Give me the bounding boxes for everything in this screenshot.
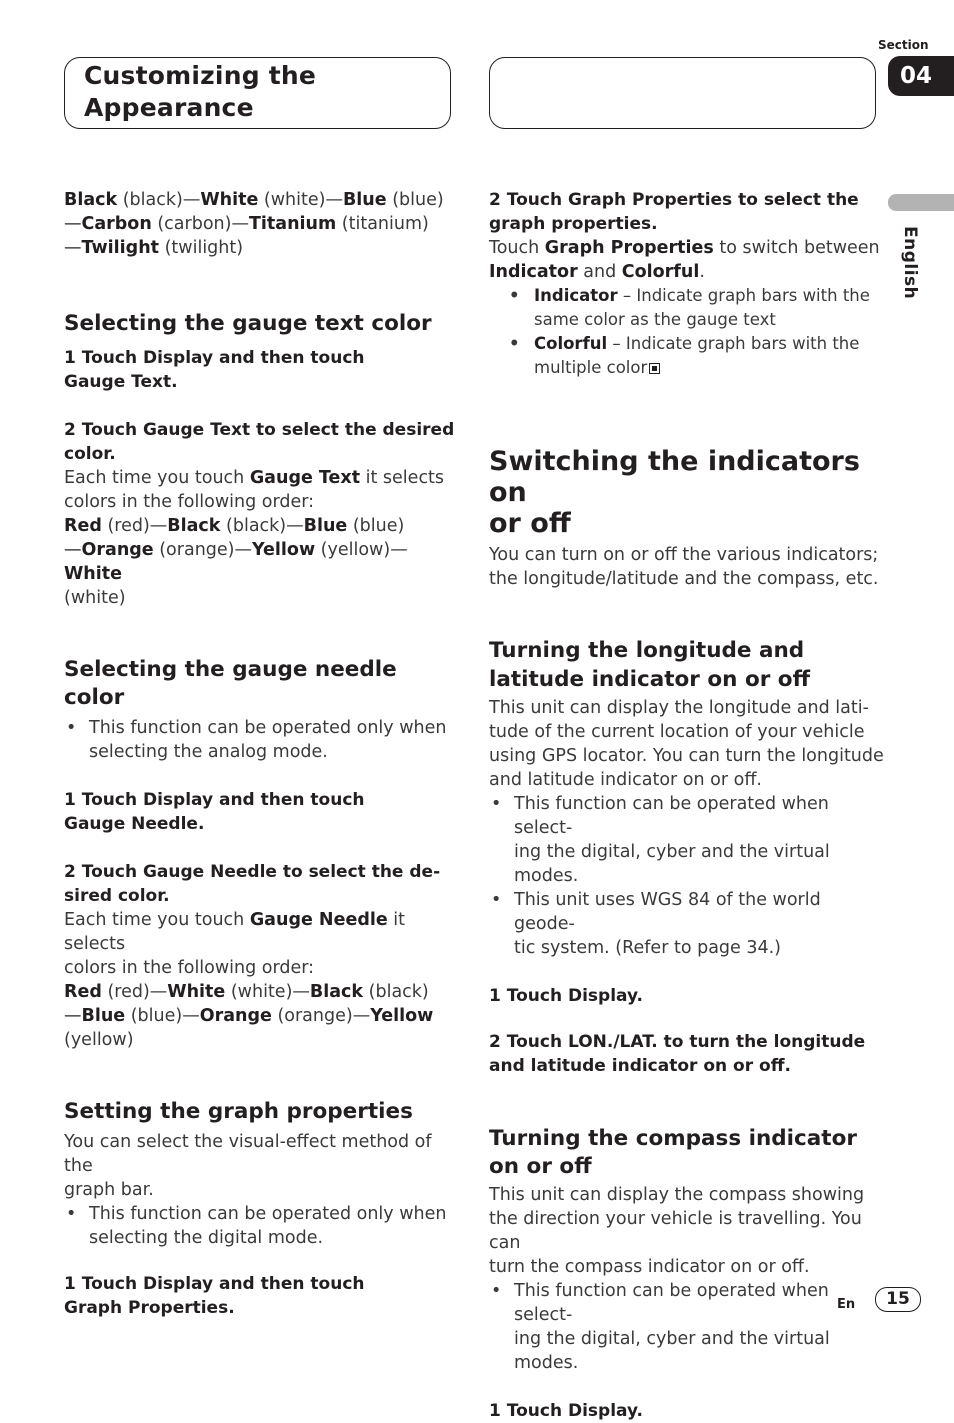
body-text: You can turn on or off the various indicators; <box>489 545 879 565</box>
body-bold: Colorful <box>621 262 700 282</box>
body-bold: Indicator <box>489 262 578 282</box>
color-white-label: (white)— <box>225 982 310 1002</box>
body-text: the longitude/latitude and the compass, etc. <box>489 569 879 589</box>
heading-graph-properties: Setting the graph properties <box>64 1099 413 1124</box>
bullet-text: This function can be operated only when <box>89 718 447 738</box>
body-text: Each time you touch <box>64 468 250 488</box>
body-text: colors in the following order: <box>64 492 315 512</box>
graph-step2 <box>489 188 884 236</box>
color-yellow: Yellow <box>370 1006 434 1026</box>
gauge-text-body <box>64 466 459 514</box>
step-line: Gauge Text. <box>64 372 178 392</box>
heading-compass-indicator <box>489 1125 884 1181</box>
step-line: Gauge Needle. <box>64 814 205 834</box>
compass-step1: 1 Touch Display. <box>489 1401 643 1421</box>
page-title <box>84 60 316 124</box>
step-line: sired color. <box>64 886 170 906</box>
body-text: tude of the current location of your vehicle <box>489 722 865 742</box>
dash: — <box>64 214 82 234</box>
body-text: graph bar. <box>64 1180 154 1200</box>
header-empty-frame <box>489 57 876 129</box>
lonlat-body <box>489 696 884 792</box>
color-black-label: (black)— <box>220 516 304 536</box>
body-text: and latitude indicator on or off. <box>489 770 762 790</box>
heading-line: Turning the compass indicator <box>489 1126 857 1151</box>
body-text: using GPS locator. You can turn the longitude <box>489 746 884 766</box>
page-title-line2: Appearance <box>84 93 254 122</box>
step-line: 1 Touch Display and then touch <box>64 790 365 810</box>
body-text: turn the compass indicator on or off. <box>489 1257 810 1277</box>
step-line: graph properties. <box>489 214 658 234</box>
bullet-text: ing the digital, cyber and the virtual modes. <box>514 842 830 886</box>
body-text: This unit can display the longitude and lati- <box>489 698 869 718</box>
color-blue: Blue <box>342 190 387 210</box>
color-blue: Blue <box>303 516 348 536</box>
step-line: 2 Touch Graph Properties to select the <box>489 190 859 210</box>
color-red-label: (red)— <box>101 516 168 536</box>
gauge-needle-bullet <box>64 716 459 764</box>
lonlat-step2 <box>489 1030 884 1078</box>
body-text: the direction your vehicle is travelling. You can <box>489 1209 862 1253</box>
bullet-text: This function can be operated when select- <box>514 1281 829 1325</box>
color-white-label: (white) <box>64 588 126 608</box>
left-column <box>64 188 459 1320</box>
gauge-text-step2 <box>64 418 459 466</box>
body-text: Each time you touch <box>64 910 250 930</box>
color-yellow: Yellow <box>251 540 316 560</box>
color-yellow-label: (yellow)— <box>315 540 408 560</box>
dash: — <box>64 1006 82 1026</box>
body-text: it selects <box>360 468 445 488</box>
colorful-desc: – Indicate graph bars with the <box>607 334 860 353</box>
indicator-desc: – Indicate graph bars with the <box>617 286 870 305</box>
section-number-badge: 04 <box>888 56 954 96</box>
language-tab <box>888 194 954 211</box>
color-orange-label: (orange)— <box>271 1006 371 1026</box>
colorful-option <box>489 332 884 380</box>
body-text: . <box>699 262 705 282</box>
section-label: Section <box>878 38 929 52</box>
gauge-needle-body <box>64 908 459 980</box>
gauge-needle-step2 <box>64 860 459 908</box>
graph-step2-body <box>489 236 884 284</box>
body-text: You can select the visual-effect method of the <box>64 1132 432 1176</box>
color-titanium: Titanium <box>248 214 337 234</box>
gauge-text-step1 <box>64 346 459 394</box>
color-twilight-label: (twilight) <box>159 238 244 258</box>
bullet-text: This function can be operated only when <box>89 1204 447 1224</box>
step-line: color. <box>64 444 116 464</box>
colorful-desc: multiple color <box>534 358 648 377</box>
bullet-text: tic system. (Refer to page 34.) <box>514 938 782 958</box>
color-yellow-label: (yellow) <box>64 1030 134 1050</box>
color-black: Black <box>64 190 118 210</box>
color-orange: Orange <box>199 1006 272 1026</box>
step-line: 2 Touch Gauge Text to select the desired <box>64 420 455 440</box>
body-bold: Graph Properties <box>544 238 714 258</box>
lonlat-step1: 1 Touch Display. <box>489 986 643 1006</box>
body-text: and <box>577 262 622 282</box>
step-line: 1 Touch Display and then touch <box>64 1274 365 1294</box>
lonlat-bullet-2 <box>489 888 884 960</box>
color-white: White <box>64 564 122 584</box>
gauge-text-color-order <box>64 514 459 610</box>
heading-line: latitude indicator on or off <box>489 667 810 692</box>
gauge-needle-color-order <box>64 980 459 1052</box>
body-text: Touch <box>489 238 545 258</box>
color-orange: Orange <box>81 540 154 560</box>
heading-gauge-needle-color: Selecting the gauge needle color <box>64 657 397 710</box>
color-twilight: Twilight <box>81 238 160 258</box>
color-red: Red <box>64 516 102 536</box>
color-white: White <box>200 190 259 210</box>
color-black: Black <box>309 982 364 1002</box>
color-white: White <box>167 982 226 1002</box>
heading-line: Switching the indicators on <box>489 446 860 508</box>
page-title-line1: Customizing the <box>84 61 316 90</box>
body-text: it selects <box>64 910 406 954</box>
color-black: Black <box>167 516 221 536</box>
indicator-desc: same color as the gauge text <box>534 310 776 329</box>
heading-line: on or off <box>489 1154 592 1179</box>
body-bold: Gauge Needle <box>249 910 388 930</box>
color-red: Red <box>64 982 102 1002</box>
end-mark-icon <box>649 363 660 374</box>
color-order-intro <box>64 188 459 260</box>
lonlat-bullet-1 <box>489 792 884 888</box>
page-number: 15 <box>875 1287 921 1312</box>
step-line: 2 Touch Gauge Needle to select the de- <box>64 862 441 882</box>
color-black-label: (black)— <box>117 190 201 210</box>
graph-step1 <box>64 1272 459 1320</box>
step-line: 1 Touch Display and then touch <box>64 348 365 368</box>
dash: — <box>64 540 82 560</box>
heading-lonlat-indicator <box>489 636 884 694</box>
color-orange-label: (orange)— <box>153 540 252 560</box>
heading-gauge-text-color: Selecting the gauge text color <box>64 311 432 336</box>
graph-bullet <box>64 1202 459 1250</box>
body-text: This unit can display the compass showing <box>489 1185 865 1205</box>
body-text: colors in the following order: <box>64 958 315 978</box>
heading-line: Turning the longitude and <box>489 638 805 663</box>
switching-body <box>489 543 884 591</box>
colorful-label: Colorful <box>534 334 608 353</box>
color-white-label: (white)— <box>258 190 343 210</box>
compass-body <box>489 1183 884 1279</box>
dash: — <box>64 238 82 258</box>
bullet-text: ing the digital, cyber and the virtual modes. <box>514 1329 830 1373</box>
color-blue: Blue <box>81 1006 126 1026</box>
color-blue-label: (blue) <box>386 190 444 210</box>
indicator-label: Indicator <box>534 286 618 305</box>
indicator-option <box>489 284 884 332</box>
step-line: and latitude indicator on or off. <box>489 1056 791 1076</box>
footer-language: En <box>837 1297 856 1312</box>
step-line: Graph Properties. <box>64 1298 235 1318</box>
right-column <box>489 188 884 1423</box>
language-label: English <box>900 226 920 300</box>
color-black-label: (black) <box>363 982 429 1002</box>
step-line: 2 Touch LON./LAT. to turn the longitude <box>489 1032 866 1052</box>
bullet-text: This function can be operated when select- <box>514 794 829 838</box>
color-blue-label: (blue)— <box>125 1006 200 1026</box>
bullet-text: selecting the digital mode. <box>89 1228 324 1248</box>
color-carbon-label: (carbon)— <box>151 214 249 234</box>
color-carbon: Carbon <box>81 214 152 234</box>
bullet-text: selecting the analog mode. <box>89 742 328 762</box>
color-red-label: (red)— <box>101 982 168 1002</box>
heading-line: or off <box>489 508 571 539</box>
bullet-text: This unit uses WGS 84 of the world geode- <box>514 890 821 934</box>
heading-switching-indicators <box>489 446 884 539</box>
color-titanium-label: (titanium) <box>336 214 429 234</box>
body-text: to switch between <box>713 238 880 258</box>
compass-bullet <box>489 1279 884 1375</box>
graph-body <box>64 1130 459 1202</box>
body-bold: Gauge Text <box>249 468 361 488</box>
gauge-needle-step1 <box>64 788 459 836</box>
color-blue-label: (blue) <box>347 516 405 536</box>
